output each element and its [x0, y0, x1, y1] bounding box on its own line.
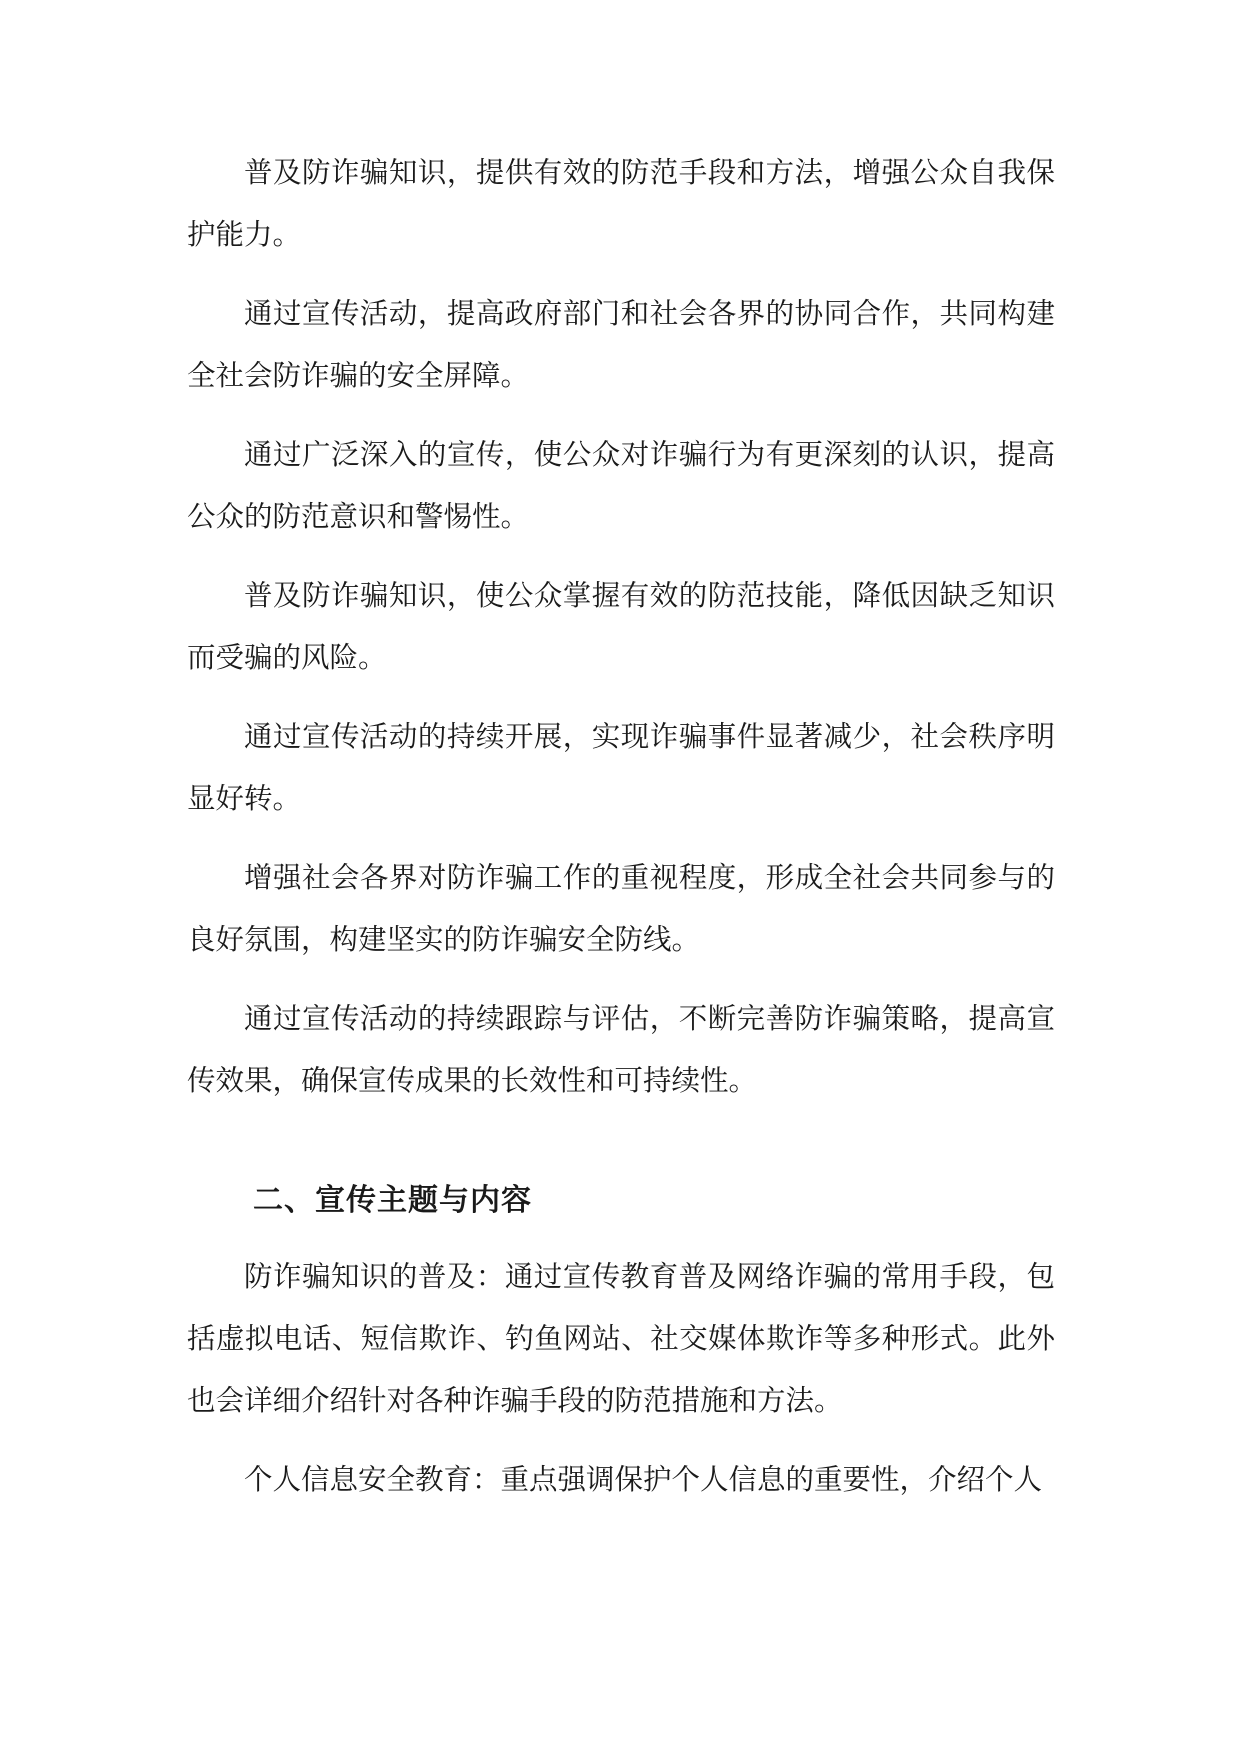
body-paragraph: 通过广泛深入的宣传，使公众对诈骗行为有更深刻的认识，提高公众的防范意识和警惕性。 [187, 438, 1055, 533]
body-paragraph: 增强社会各界对防诈骗工作的重视程度，形成全社会共同参与的良好氛围，构建坚实的防诈骗安全防线。 [187, 861, 1055, 956]
document-body [187, 142, 1055, 1528]
body-paragraph: 个人信息安全教育：重点强调保护个人信息的重要性，介绍个人 [244, 1463, 1043, 1496]
body-paragraph: 通过宣传活动，提高政府部门和社会各界的协同合作，共同构建全社会防诈骗的安全屏障。 [187, 297, 1055, 392]
body-paragraph: 普及防诈骗知识，使公众掌握有效的防范技能，降低因缺乏知识而受骗的风险。 [187, 579, 1055, 674]
body-paragraph: 防诈骗知识的普及：通过宣传教育普及网络诈骗的常用手段，包括虚拟电话、短信欺诈、钓鱼网站、社交媒体欺诈等多种形式。此外也会详细介绍针对各种诈骗手段的防范措施和方法。 [187, 1260, 1055, 1417]
body-paragraph: 通过宣传活动的持续跟踪与评估，不断完善防诈骗策略，提高宣传效果，确保宣传成果的长效性和可持续性。 [187, 1002, 1055, 1097]
body-paragraph: 通过宣传活动的持续开展，实现诈骗事件显著减少，社会秩序明显好转。 [187, 720, 1055, 815]
body-paragraph: 普及防诈骗知识，提供有效的防范手段和方法，增强公众自我保护能力。 [187, 156, 1055, 251]
section-heading: 二、宣传主题与内容 [253, 1183, 532, 1218]
